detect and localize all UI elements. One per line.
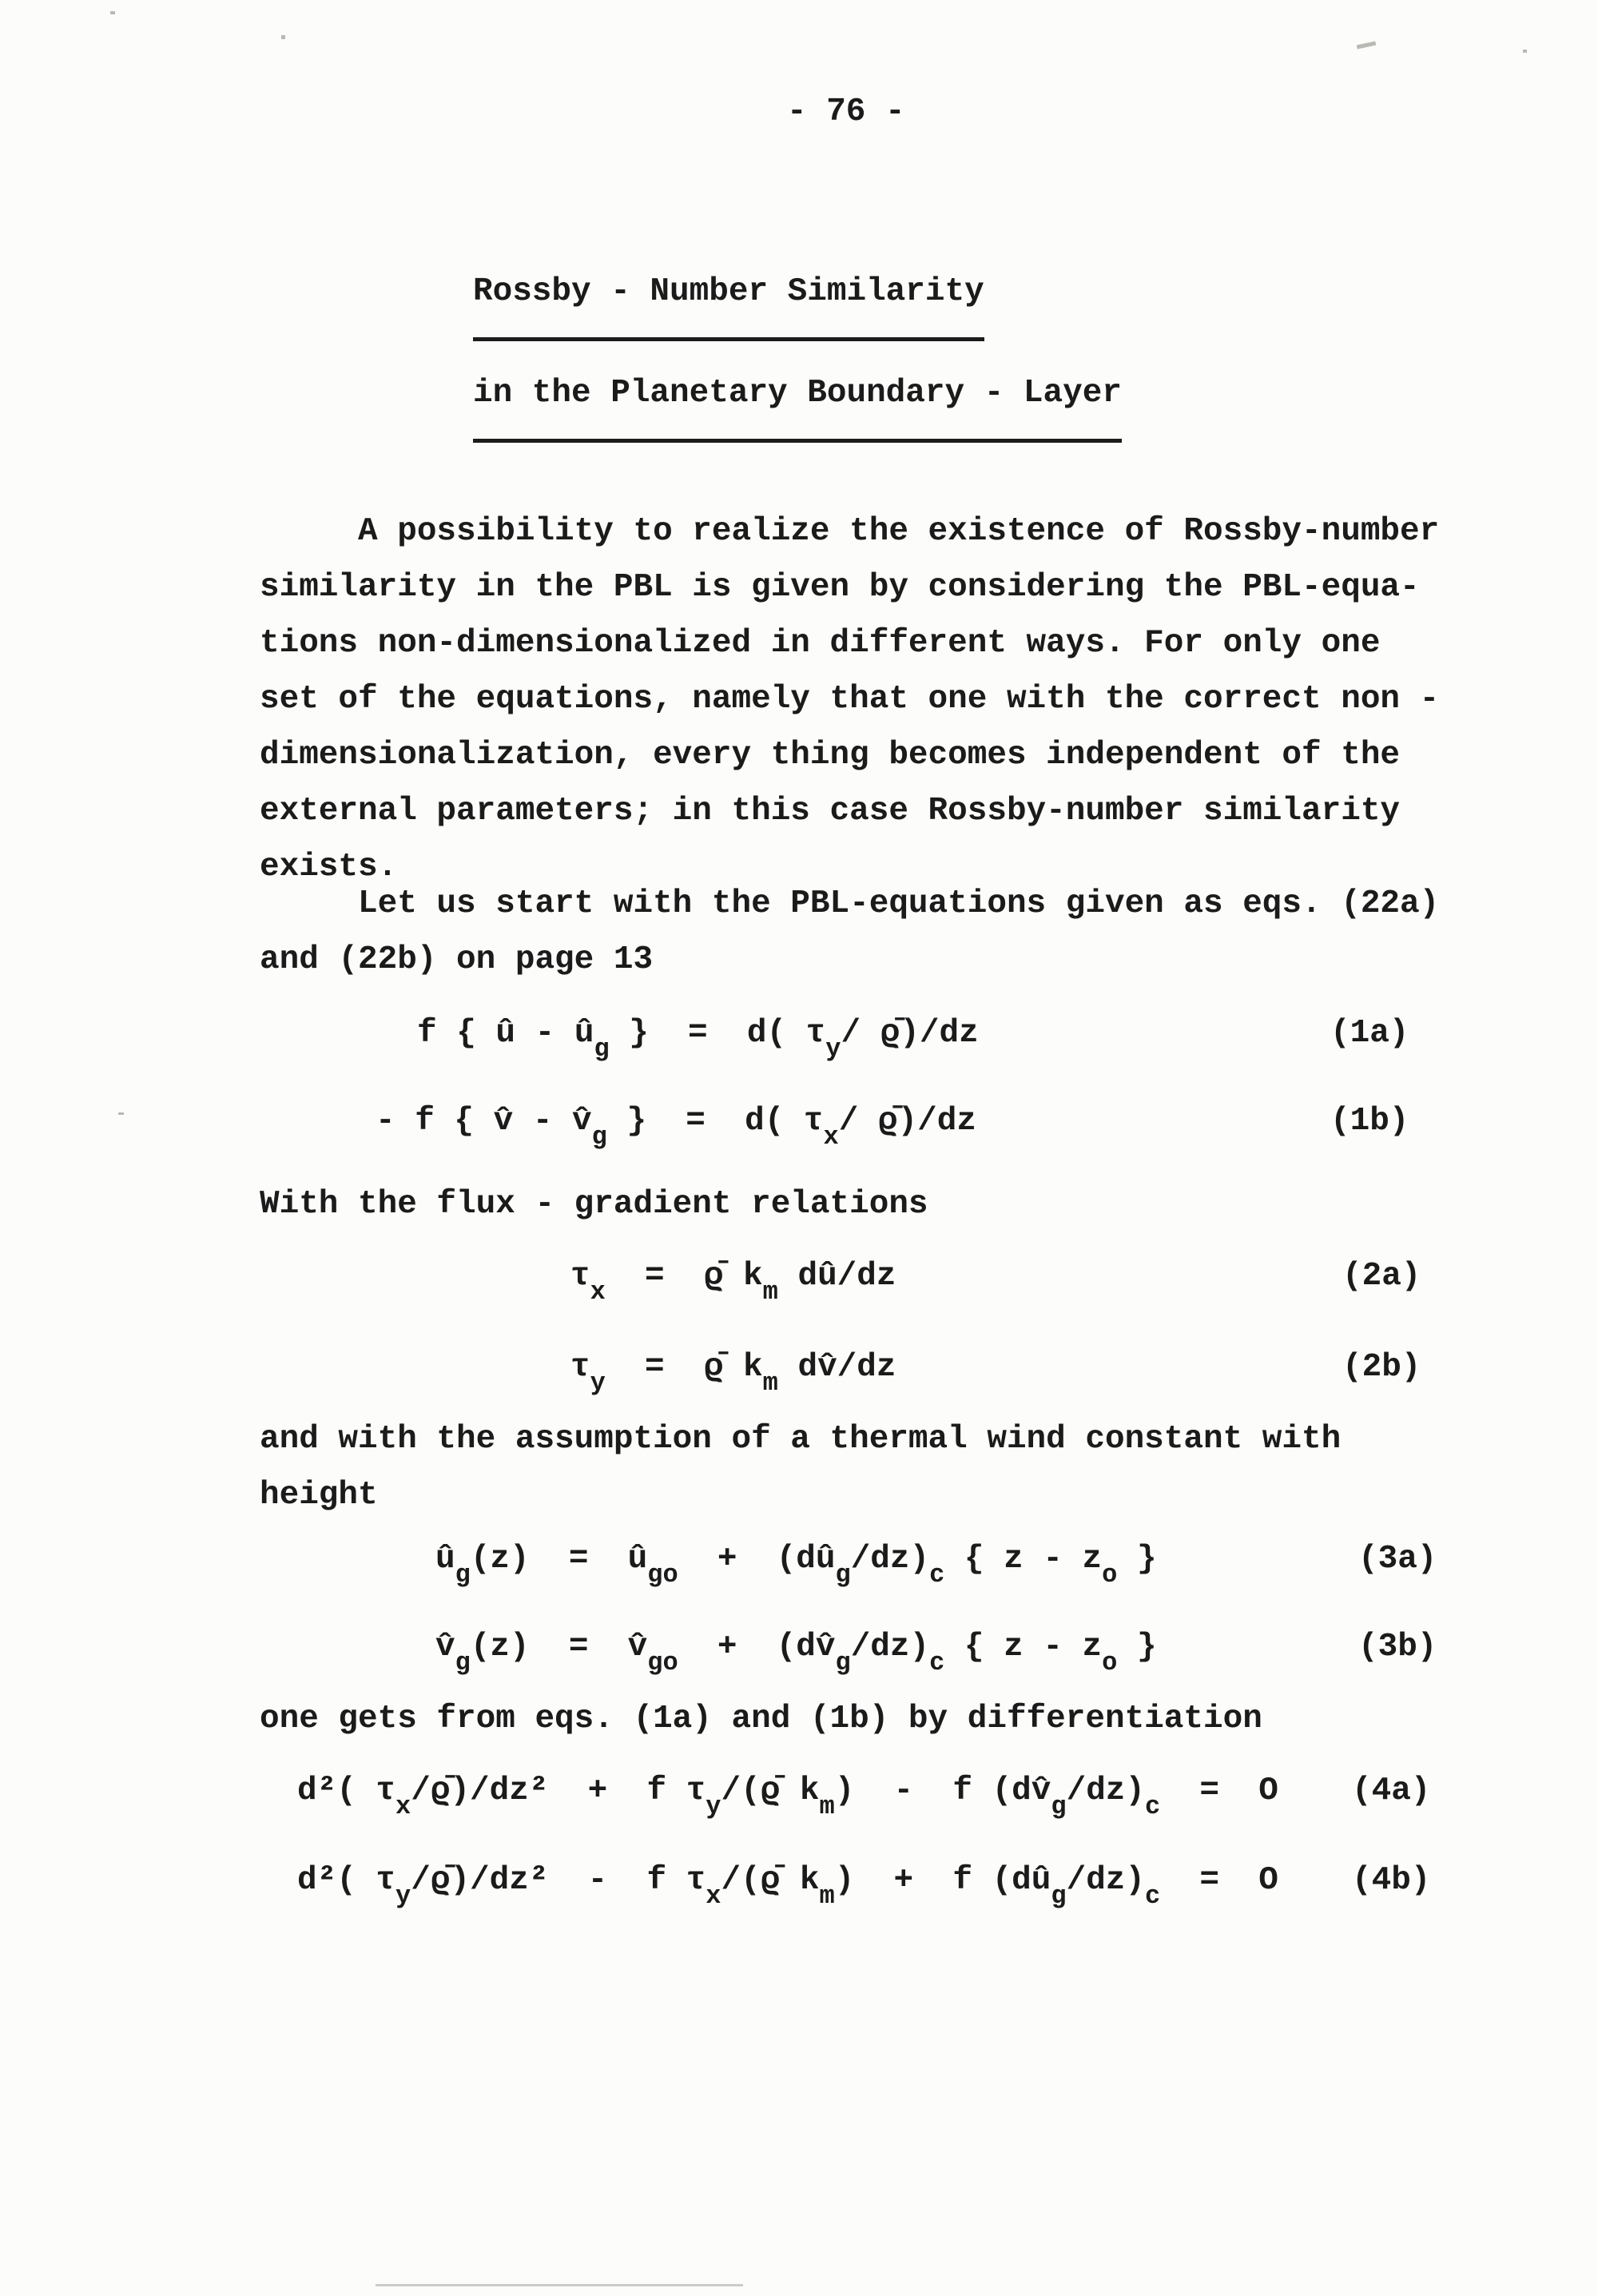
text-line: dimensionalization, every thing becomes independent of the <box>260 737 1401 774</box>
equation-4a <box>0 1763 1598 1851</box>
text-line: external parameters; in this case Rossby-number similarity <box>260 793 1401 830</box>
equation-1a-body: f { û - $û_g$ } = d( $\tau_y/$ ϱ̄)/dz <box>417 1015 979 1064</box>
text-flux-gradient <box>260 1176 928 1232</box>
text-line: similarity in the PBL is given by considering the PBL-equa- <box>260 569 1420 606</box>
text-thermal-wind <box>260 1411 1341 1523</box>
equation-2a <box>0 1248 1598 1336</box>
page-number: - 76 - <box>787 94 905 130</box>
scan-speck <box>110 11 115 14</box>
scan-speck <box>1523 50 1527 53</box>
text-line: one gets from eqs. (1a) and (1b) by differentiation <box>260 1701 1262 1737</box>
equation-4a-number: (4a) <box>1352 1773 1431 1809</box>
equation-4b <box>0 1852 1598 1940</box>
equation-3b-number: (3b) <box>1358 1629 1437 1665</box>
equation-1a-number: (1a) <box>1330 1015 1409 1052</box>
text-line: With the flux - gradient relations <box>260 1186 928 1223</box>
equation-3b-body: $v̂_g(z)$ = $v̂_{go}$ + $(dv̂_g/dz)_c$ { z - $z_o$ } <box>435 1629 1157 1677</box>
title-text: Rossby - Number Similarity <box>473 272 984 341</box>
text-differentiation <box>260 1691 1262 1747</box>
title <box>473 272 984 341</box>
text-line: height <box>260 1477 378 1514</box>
equation-2b-number: (2b) <box>1342 1349 1421 1386</box>
text-line: tions non-dimensionalized in different ways. For only one <box>260 625 1381 662</box>
scan-speck <box>1357 42 1377 50</box>
text-line: set of the equations, namely that one with the correct non - <box>260 681 1440 718</box>
text-line: and (22b) on page 13 <box>260 941 654 978</box>
equation-1a <box>0 1005 1598 1093</box>
equation-1b-body: - f { v̂ - $v̂_g$ } = d( $\tau_x/$ ϱ̄)/dz <box>376 1103 976 1152</box>
text-line: exists. <box>260 849 398 885</box>
equation-3a-body: $û_g(z)$ = $û_{go}$ + $(dû_g/dz)_c$ { z - $z_o$ } <box>435 1541 1157 1590</box>
paragraph-intro <box>260 503 1439 895</box>
scan-speck <box>118 1112 124 1115</box>
scan-speck <box>281 35 285 39</box>
text-line: Let us start with the PBL-equations given as eqs. (22a) <box>260 885 1440 922</box>
equation-3a-number: (3a) <box>1358 1541 1437 1578</box>
equation-4b-number: (4b) <box>1352 1862 1431 1899</box>
text-line: and with the assumption of a thermal wind constant with <box>260 1421 1342 1458</box>
equation-1b <box>0 1093 1598 1181</box>
text-line: A possibility to realize the existence of Rossby-number <box>260 513 1440 550</box>
equation-4b-body: d²( $\tau_y/ϱ̄$)/dz² - f $\tau_x/(ϱ̄$ $k_m) + f$ $(dû_g/dz)_c = O$ <box>297 1862 1278 1911</box>
equation-2b-body: $\tau_y$ = ϱ̄ $k_m$ dv̂/dz <box>570 1349 896 1398</box>
equation-3a <box>0 1531 1598 1619</box>
equation-2a-body: $\tau_x$ = ϱ̄ $k_m$ dû/dz <box>570 1258 896 1307</box>
scan-line-artifact <box>376 2284 743 2286</box>
equation-1b-number: (1b) <box>1330 1103 1409 1140</box>
equation-4a-body: d²( $\tau_x/ϱ̄$)/dz² + f $\tau_y/(ϱ̄$ $k_m$) - f $(dv̂_g/dz)_c = O$ <box>297 1773 1278 1821</box>
subtitle <box>473 373 1122 443</box>
subtitle-text: in the Planetary Boundary - Layer <box>473 373 1122 443</box>
equation-2a-number: (2a) <box>1342 1258 1421 1295</box>
paragraph-start <box>260 876 1439 988</box>
